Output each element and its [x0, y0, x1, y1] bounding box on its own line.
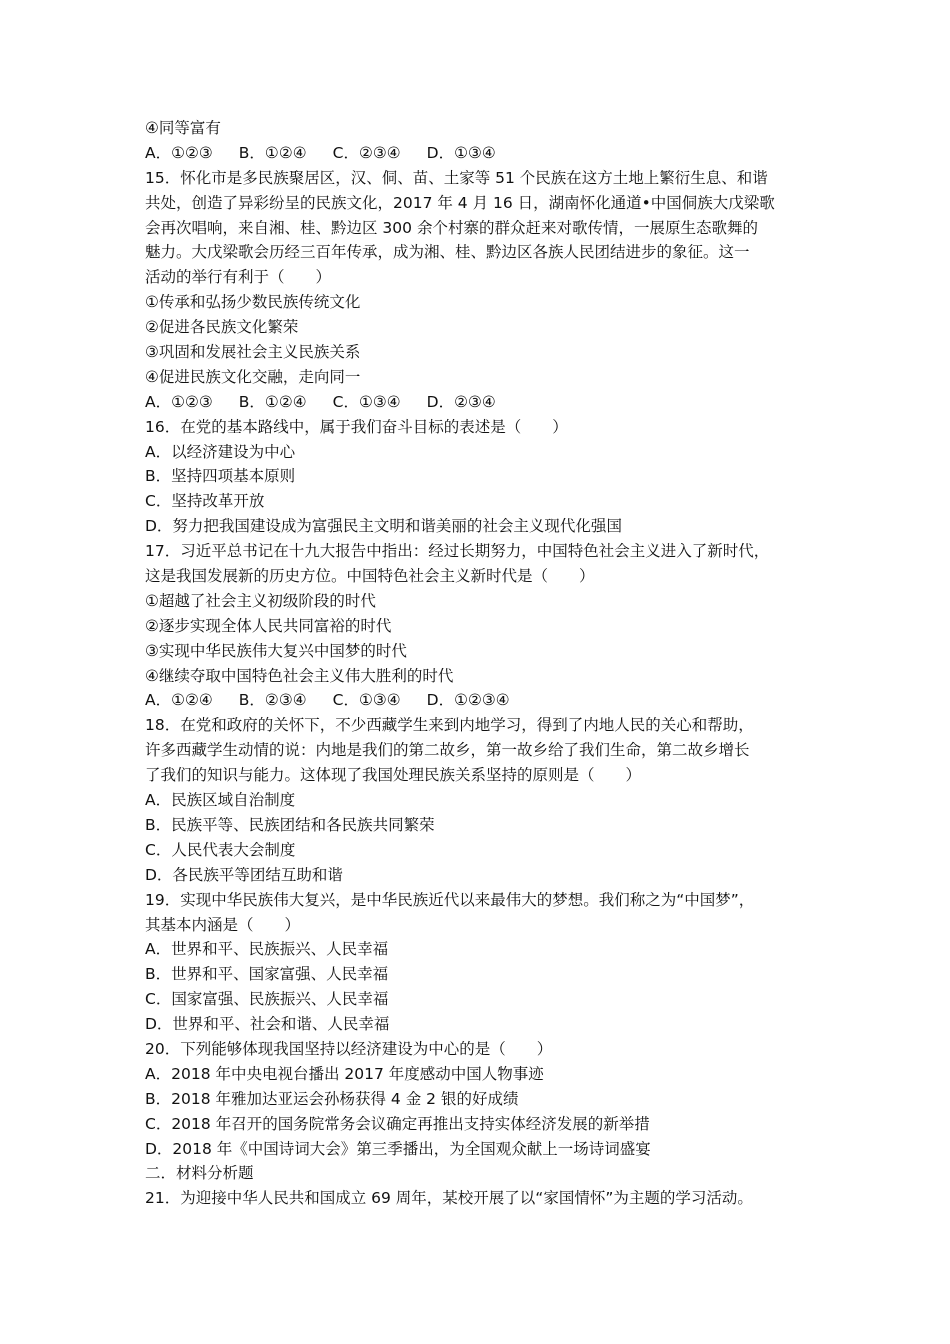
q17-statement-4: ④继续夺取中国特色社会主义伟大胜利的时代 — [145, 666, 454, 685]
q15-option-a: A．①②③ — [145, 392, 213, 411]
q14-option-d: D．①③④ — [426, 143, 496, 162]
q16-option-a: A．以经济建设为中心 — [145, 442, 296, 461]
q19-option-a: A．世界和平、民族振兴、人民幸福 — [145, 940, 389, 959]
q16-option-b: B．坚持四项基本原则 — [145, 467, 296, 486]
q20-option-b: B．2018 年雅加达亚运会孙杨获得 4 金 2 银的好成绩 — [145, 1089, 519, 1108]
q15-option-b: B．①②④ — [238, 392, 307, 411]
q15-option-c: C．①③④ — [332, 392, 401, 411]
q20-option-c: C．2018 年召开的国务院常务会议确定再推出支持实体经济发展的新举措 — [145, 1114, 650, 1133]
section-2-title: 二．材料分析题 — [145, 1164, 254, 1183]
q19-option-b: B．世界和平、国家富强、人民幸福 — [145, 965, 389, 984]
q15-statement-4: ④促进民族文化交融，走向同一 — [145, 367, 361, 386]
q19-stem-line-1: 19．实现中华民族伟大复兴，是中华民族近代以来最伟大的梦想。我们称之为“中国梦”， — [145, 890, 755, 909]
q17-statement-1: ①超越了社会主义初级阶段的时代 — [145, 591, 376, 610]
q19-stem-line-2: 其基本内涵是（ ） — [145, 915, 301, 934]
q15-statement-2: ②促进各民族文化繁荣 — [145, 318, 299, 337]
q19-option-c: C．国家富强、民族振兴、人民幸福 — [145, 990, 389, 1009]
q17-options — [145, 688, 810, 713]
q17-statement-3: ③实现中华民族伟大复兴中国梦的时代 — [145, 641, 407, 660]
q16-stem: 16．在党的基本路线中，属于我们奋斗目标的表述是（ ） — [145, 417, 568, 436]
q21-stem: 21．为迎接中华人民共和国成立 69 周年，某校开展了以“家国情怀”为主题的学习活动。 — [145, 1189, 753, 1208]
q17-statement-2: ②逐步实现全体人民共同富裕的时代 — [145, 616, 392, 635]
q18-option-b: B．民族平等、民族团结和各民族共同繁荣 — [145, 815, 435, 834]
q15-stem-line-1: 15．怀化市是多民族聚居区，汉、侗、苗、土家等 51 个民族在这方土地上繁衍生息、和谐 — [145, 168, 768, 187]
q14-option-b: B．①②④ — [238, 143, 307, 162]
q17-stem-line-1: 17．习近平总书记在十九大报告中指出：经过长期努力，中国特色社会主义进入了新时代， — [145, 542, 770, 561]
q16-option-c: C．坚持改革开放 — [145, 492, 265, 511]
q18-option-a: A．民族区域自治制度 — [145, 791, 296, 810]
q14-option-a: A．①②③ — [145, 143, 213, 162]
q17-stem-line-2: 这是我国发展新的历史方位。中国特色社会主义新时代是（ ） — [145, 567, 595, 586]
q15-statement-3: ③巩固和发展社会主义民族关系 — [145, 343, 361, 362]
q16-option-d: D．努力把我国建设成为富强民主文明和谐美丽的社会主义现代化强国 — [145, 517, 622, 536]
q18-option-c: C．人民代表大会制度 — [145, 840, 296, 859]
q15-statement-1: ①传承和弘扬少数民族传统文化 — [145, 293, 361, 312]
q20-stem: 20．下列能够体现我国坚持以经济建设为中心的是（ ） — [145, 1039, 553, 1058]
q18-stem-line-3: 了我们的知识与能力。这体现了我国处理民族关系坚持的原则是（ ） — [145, 766, 642, 785]
q20-option-a: A．2018 年中央电视台播出 2017 年度感动中国人物事迹 — [145, 1064, 544, 1083]
q18-option-d: D．各民族平等团结互助和谐 — [145, 865, 343, 884]
q14-option-c: C．②③④ — [332, 143, 401, 162]
q20-option-d: D．2018 年《中国诗词大会》第三季播出，为全国观众献上一场诗词盛宴 — [145, 1139, 651, 1158]
q14-statement-4: ④同等富有 — [145, 119, 221, 137]
exam-page — [145, 116, 810, 1211]
q15-option-d: D．②③④ — [426, 392, 496, 411]
q17-option-a: A．①②④ — [145, 691, 213, 710]
q17-option-d: D．①②③④ — [426, 691, 510, 710]
q18-stem-line-1: 18．在党和政府的关怀下，不少西藏学生来到内地学习，得到了内地人民的关心和帮助， — [145, 716, 754, 735]
q15-stem-line-2: 共处，创造了异彩纷呈的民族文化，2017 年 4 月 16 日，湖南怀化通道•中国侗族大戊梁歌 — [145, 193, 775, 212]
q18-stem-line-2: 许多西藏学生动情的说：内地是我们的第二故乡，第一故乡给了我们生命，第二故乡增长 — [145, 741, 750, 760]
q15-options — [145, 390, 810, 415]
q15-stem-line-5: 活动的举行有利于（ ） — [145, 268, 332, 287]
q14-options — [145, 141, 810, 166]
q17-option-c: C．①③④ — [332, 691, 401, 710]
q15-stem-line-3: 会再次唱响，来自湘、桂、黔边区 300 余个村寨的群众赶来对歌传情，一展原生态歌舞的 — [145, 218, 758, 237]
q15-stem-line-4: 魅力。大戊梁歌会历经三百年传承，成为湘、桂、黔边区各族人民团结进步的象征。这一 — [145, 243, 750, 262]
q19-option-d: D．世界和平、社会和谐、人民幸福 — [145, 1015, 390, 1034]
q17-option-b: B．②③④ — [238, 691, 307, 710]
